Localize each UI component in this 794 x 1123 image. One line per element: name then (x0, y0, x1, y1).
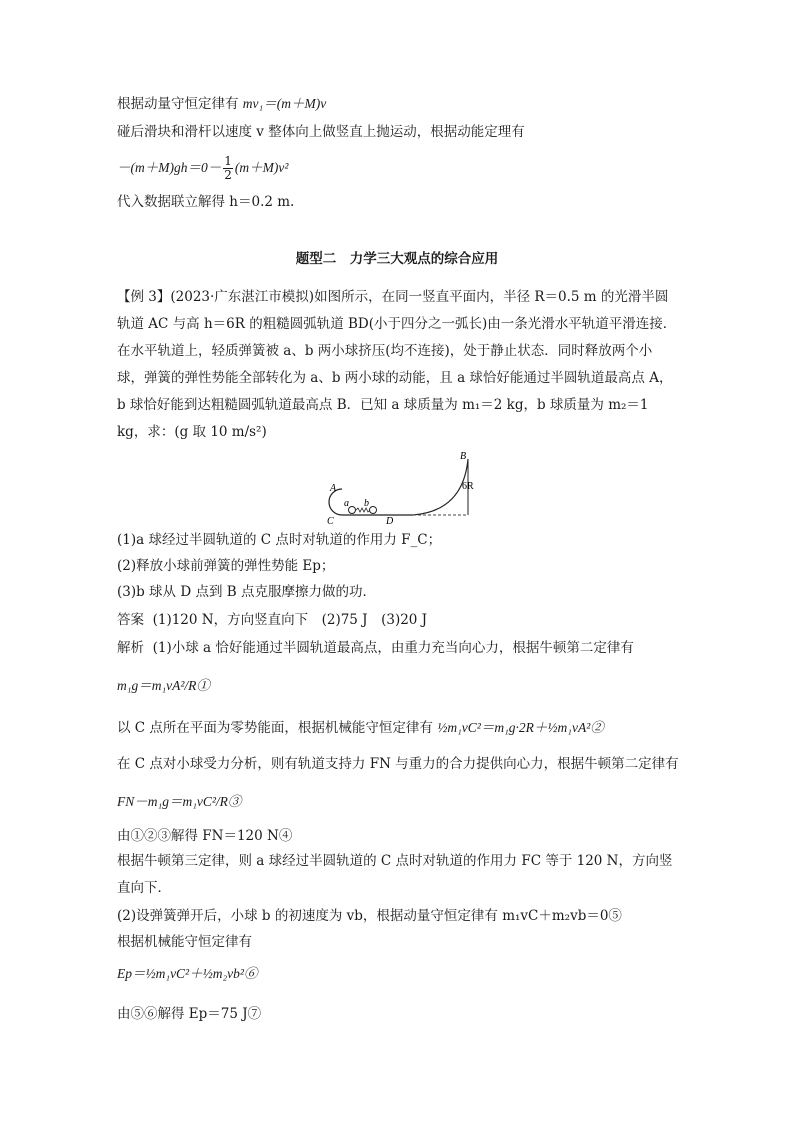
momentum-text: 根据动量守恒定律有 (117, 96, 239, 112)
label-height: 6R (462, 481, 474, 492)
after-collision-line: 碰后滑块和滑杆以速度 v 整体向上做竖直上抛运动，根据动能定理有 (117, 124, 525, 140)
energy-equation (117, 155, 288, 182)
label-D: D (386, 516, 394, 527)
section-title: 题型二 力学三大观点的综合应用 (295, 251, 499, 267)
label-b: b (364, 498, 369, 509)
label-B: B (460, 451, 467, 462)
momentum-equation: mv₁＝(m＋M)v (242, 96, 327, 111)
question-3: (3)b 球从 D 点到 B 点克服摩擦力做的功． (117, 584, 376, 600)
answer-line (117, 611, 427, 629)
analysis-text-1: (1)小球 a 恰好能通过半圆轨道最高点，由重力充当向心力，根据牛顿第二定律有 (152, 640, 634, 656)
fraction-half: $\frac{1}{2}$ (224, 154, 232, 182)
analysis-line-2 (117, 719, 604, 737)
example-source: (2023·广东湛江市模拟) (170, 289, 315, 305)
answer-text: (1)120 N，方向竖直向下 (2)75 J (3)20 J (152, 612, 428, 628)
analysis-line-1 (117, 639, 634, 657)
question-1: (1)a 球经过半圆轨道的 C 点时对轨道的作用力 F_C； (117, 532, 442, 548)
analysis-label: 解析 (117, 640, 144, 656)
result-line: 代入数据联立解得 h＝0.2 m. (117, 194, 295, 210)
analysis-text-2: 以 C 点所在平面为零势能面，根据机械能守恒定律有 (117, 720, 433, 736)
energy-eq-left: －(m＋M)gh＝0－ (117, 160, 222, 175)
energy-eq-right: (m＋M)v² (234, 160, 289, 175)
example-body: 如图所示，在同一竖直平面内，半径 R＝0.5 m 的光滑半圆轨道 AC 与高 h＝6R 的粗糙圆弧轨道 BD(小于四分之一弧长)由一条光滑水平轨道平滑连接．在水平轨道上，轻质弹簧被 a、b 两小球挤压(均不连接)，处于静止状态．同时释放两个小球，弹簧的弹性势能全部转化为 a、b 两小球的动能，且 a 球恰好能通过半圆轨道最高点 A，b 球恰好能到达粗糙圆弧轨道最高点 B．已知 a 球质量为 m₁＝2 kg，b 球质量为 m₂＝1 kg，求：(g 取 10 m/s²) (117, 289, 677, 440)
label-A: A (330, 483, 337, 494)
momentum-line (117, 95, 326, 113)
example-tag: 【例 3】 (117, 289, 171, 305)
analysis-line-7: 根据机械能守恒定律有 (117, 934, 252, 950)
track-figure (308, 449, 508, 529)
ball-b (370, 507, 377, 514)
label-C: C (327, 516, 334, 527)
answer-label: 答案 (117, 612, 144, 628)
analysis-line-6: (2)设弹簧弹开后，小球 b 的初速度为 vb，根据动量守恒定律有 m₁vC＋m₂vb＝0⑤ (117, 908, 622, 924)
label-a: a (344, 498, 349, 509)
analysis-line-4: 由①②③解得 FN＝120 N④ (117, 828, 293, 844)
equation-6: Ep＝½m₁vC²＋½m₂vb²⑥ (117, 966, 258, 981)
ball-a (349, 507, 356, 514)
question-2: (2)释放小球前弹簧的弹性势能 Ep； (117, 558, 335, 574)
analysis-line-3: 在 C 点对小球受力分析，则有轨道支持力 FN 与重力的合力提供向心力，根据牛顿第二定律有 (117, 756, 679, 772)
equation-2: ½m₁vC²＝m₁g·2R＋½m₁vA²② (437, 720, 604, 735)
arc-track (413, 459, 468, 515)
analysis-line-8: 由⑤⑥解得 Ep＝75 J⑦ (117, 1006, 262, 1022)
example-problem (117, 284, 677, 446)
equation-3: FN－m₁g＝m₁vC²/R③ (117, 794, 242, 809)
analysis-line-5: 根据牛顿第三定律，则 a 球经过半圆轨道的 C 点时对轨道的作用力 FC 等于 120 N，方向竖直向下． (117, 853, 673, 896)
equation-1: m₁g＝m₁vA²/R① (117, 678, 210, 693)
